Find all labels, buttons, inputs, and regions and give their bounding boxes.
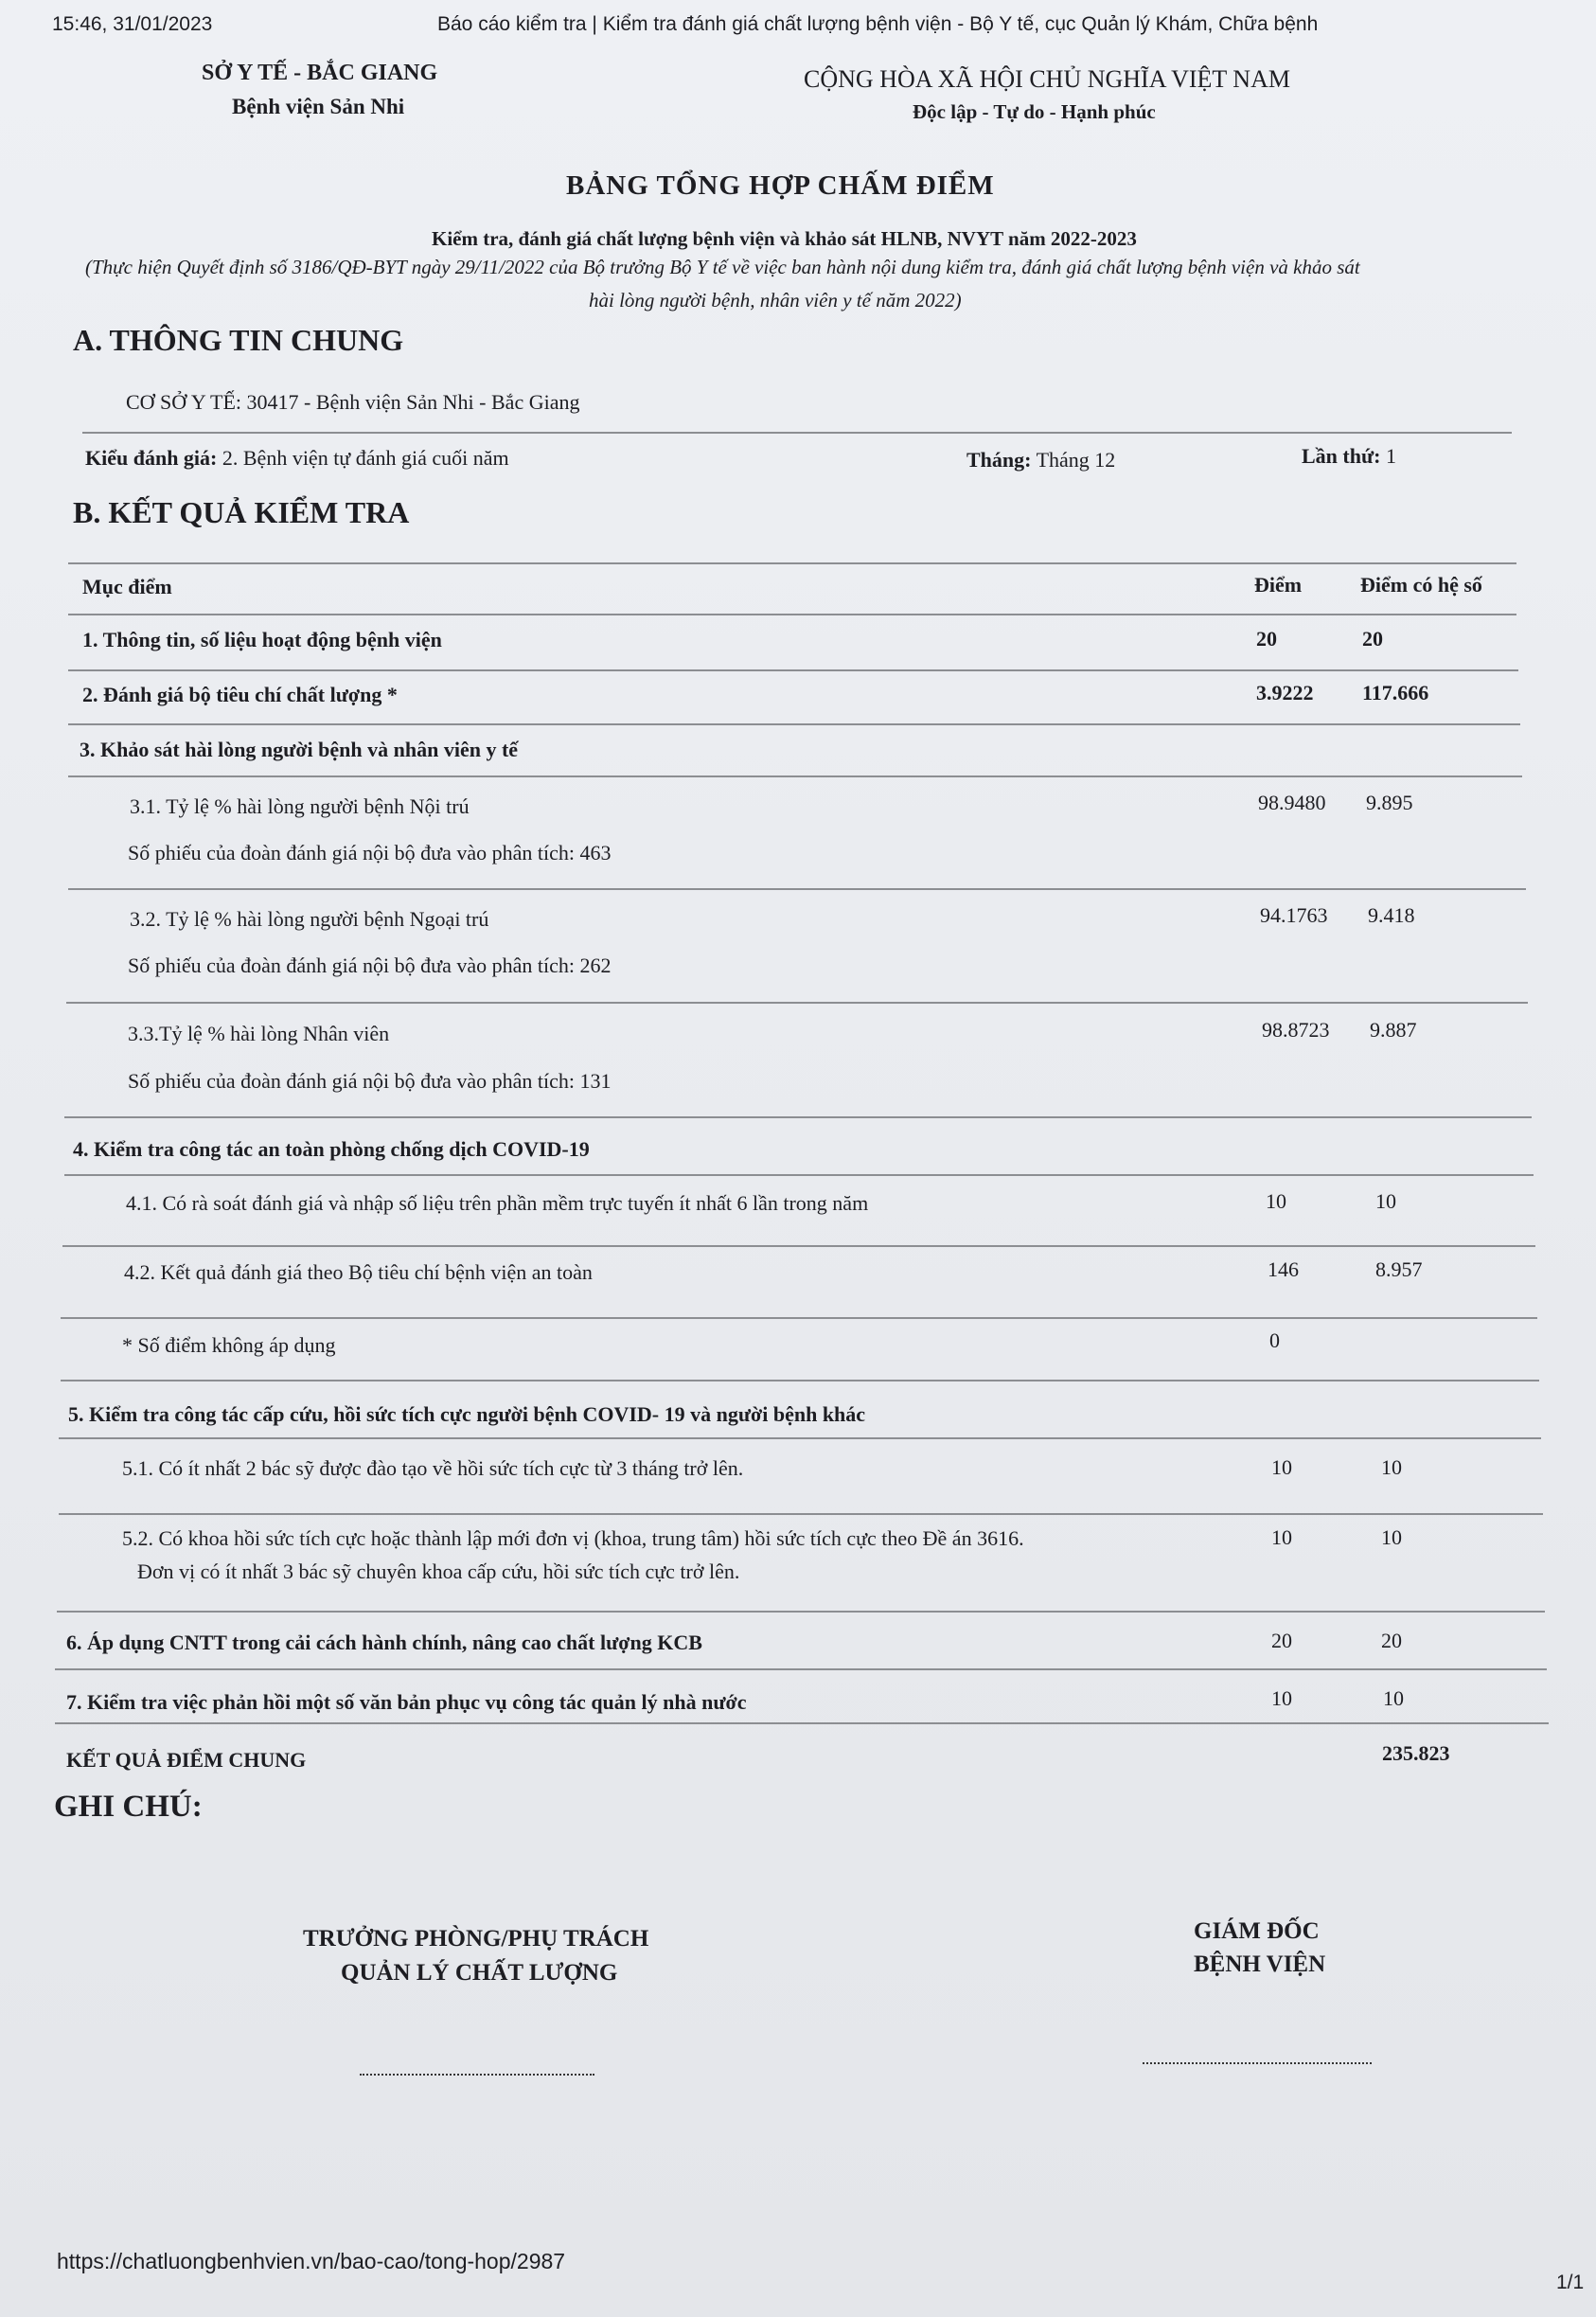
divider — [82, 432, 1512, 434]
total-weighted-score: 235.823 — [1382, 1741, 1450, 1765]
month-info — [966, 448, 1115, 472]
month-value: Tháng 12 — [1036, 448, 1116, 472]
table-top-border — [68, 562, 1516, 564]
col-header-score: Điểm — [1254, 573, 1303, 597]
table-row-label: 3. Khảo sát hài lòng người bệnh và nhân viên y tế — [80, 738, 519, 761]
table-row-score: 0 — [1269, 1328, 1280, 1352]
table-row-weighted: 10 — [1375, 1189, 1396, 1213]
col-header-item: Mục điểm — [82, 575, 172, 598]
signature-right-title-line1: GIÁM ĐỐC — [1194, 1918, 1320, 1944]
table-row-label: 5.2. Có khoa hồi sức tích cực hoặc thành lập mới đơn vị (khoa, trung tâm) hồi sức tích cực theo Đề án 3616. — [122, 1526, 1024, 1550]
divider — [68, 614, 1516, 615]
divider — [62, 1245, 1535, 1247]
total-label: KẾT QUẢ ĐIỂM CHUNG — [66, 1748, 307, 1772]
table-row-label: 5.1. Có ít nhất 2 bác sỹ được đào tạo về hồi sức tích cực từ 3 tháng trở lên. — [122, 1456, 744, 1480]
signature-left-title-line1: TRƯỞNG PHÒNG/PHỤ TRÁCH — [303, 1926, 649, 1952]
table-row-label: 1. Thông tin, số liệu hoạt động bệnh viện — [82, 628, 442, 651]
print-page-number: 1/1 — [1556, 2272, 1585, 2293]
evaluation-type-value: 2. Bệnh viện tự đánh giá cuối năm — [222, 446, 509, 470]
table-row-score: 98.9480 — [1258, 791, 1326, 814]
table-row-weighted: 9.887 — [1370, 1018, 1417, 1042]
table-row-weighted: 8.957 — [1375, 1257, 1423, 1281]
document-title: BẢNG TỔNG HỢP CHẤM ĐIỂM — [566, 170, 995, 201]
national-motto: Độc lập - Tự do - Hạnh phúc — [913, 100, 1156, 123]
divider — [57, 1611, 1545, 1613]
evaluation-type-label: Kiểu đánh giá: — [85, 446, 218, 470]
divider — [68, 888, 1526, 890]
divider — [59, 1513, 1543, 1515]
table-row-label: 3.1. Tỷ lệ % hài lòng người bệnh Nội trú — [130, 794, 470, 818]
table-row-score: 20 — [1271, 1629, 1292, 1652]
evaluation-type — [85, 446, 509, 471]
table-row-label: 6. Áp dụng CNTT trong cải cách hành chính, nâng cao chất lượng KCB — [66, 1631, 702, 1654]
department-name: SỞ Y TẾ - BẮC GIANG — [202, 61, 438, 85]
table-row-note: Số phiếu của đoàn đánh giá nội bộ đưa vào phân tích: 262 — [128, 954, 612, 977]
document-subtitle: Kiểm tra, đánh giá chất lượng bệnh viện và khảo sát HLNB, NVYT năm 2022-2023 — [432, 227, 1137, 250]
hospital-name: Bệnh viện Sản Nhi — [232, 95, 405, 118]
table-row-label: 3.3.Tỷ lệ % hài lòng Nhân viên — [128, 1022, 390, 1045]
table-row-weighted: 10 — [1381, 1455, 1402, 1479]
document-note-line1: (Thực hiện Quyết định số 3186/QĐ-BYT ngày 29/11/2022 của Bộ trưởng Bộ Y tế về việc ban hành nội dung kiểm tra, đánh giá chất lượng bệnh viện và khảo sát — [85, 256, 1360, 278]
table-row-note: Số phiếu của đoàn đánh giá nội bộ đưa vào phân tích: 463 — [128, 841, 612, 864]
signature-left-title-line2: QUẢN LÝ CHẤT LƯỢNG — [341, 1960, 618, 1986]
table-row-score: 10 — [1266, 1189, 1286, 1213]
signature-right-title-line2: BỆNH VIỆN — [1194, 1952, 1326, 1977]
facility-info: CƠ SỞ Y TẾ: 30417 - Bệnh viện Sản Nhi - Bắc Giang — [126, 390, 580, 414]
table-row-weighted: 9.418 — [1368, 903, 1415, 927]
table-row-label: 3.2. Tỷ lệ % hài lòng người bệnh Ngoại trú — [130, 907, 489, 931]
times-label: Lần thứ: — [1302, 444, 1381, 468]
table-row-weighted: 20 — [1381, 1629, 1402, 1652]
table-row-label: 4. Kiểm tra công tác an toàn phòng chống dịch COVID-19 — [73, 1137, 590, 1161]
signature-left-line — [360, 2074, 594, 2076]
table-row-weighted: 10 — [1383, 1686, 1404, 1710]
table-row-note: Số phiếu của đoàn đánh giá nội bộ đưa vào phân tích: 131 — [128, 1069, 612, 1093]
table-row-score: 20 — [1256, 627, 1277, 651]
print-page-title: Báo cáo kiểm tra | Kiểm tra đánh giá chất lượng bệnh viện - Bộ Y tế, cục Quản lý Khám, Chữa bệnh — [437, 13, 1319, 35]
table-row-label-continued: Đơn vị có ít nhất 3 bác sỹ chuyên khoa cấp cứu, hồi sức tích cực trở lên. — [137, 1560, 740, 1583]
print-footer-url: https://chatluongbenhvien.vn/bao-cao/tong-hop/2987 — [57, 2249, 566, 2273]
divider — [64, 1174, 1534, 1176]
table-row-weighted: 117.666 — [1362, 681, 1429, 704]
table-row-score: 10 — [1271, 1686, 1292, 1710]
table-row-score: 98.8723 — [1262, 1018, 1330, 1042]
times-info — [1302, 444, 1396, 469]
divider — [61, 1380, 1539, 1381]
table-row-label: 7. Kiểm tra việc phản hồi một số văn bản phục vụ công tác quản lý nhà nước — [66, 1690, 747, 1714]
times-value: 1 — [1386, 444, 1396, 468]
table-row-weighted: 10 — [1381, 1525, 1402, 1549]
table-row-label: * Số điểm không áp dụng — [122, 1333, 336, 1357]
print-datetime: 15:46, 31/01/2023 — [52, 13, 213, 35]
divider — [55, 1722, 1549, 1724]
divider — [55, 1668, 1547, 1670]
table-row-label: 2. Đánh giá bộ tiêu chí chất lượng * — [82, 683, 398, 706]
divider — [61, 1317, 1537, 1319]
section-b-heading: B. KẾT QUẢ KIỂM TRA — [73, 495, 410, 529]
month-label: Tháng: — [966, 448, 1032, 472]
section-a-heading: A. THÔNG TIN CHUNG — [73, 323, 404, 357]
divider — [68, 775, 1522, 777]
divider — [66, 1002, 1528, 1004]
table-row-label: 4.2. Kết quả đánh giá theo Bộ tiêu chí bệnh viện an toàn — [124, 1260, 593, 1284]
nation-name: CỘNG HÒA XÃ HỘI CHỦ NGHĨA VIỆT NAM — [804, 65, 1290, 93]
table-row-score: 146 — [1268, 1257, 1299, 1281]
table-row-score: 94.1763 — [1260, 903, 1328, 927]
table-row-label: 5. Kiểm tra công tác cấp cứu, hồi sức tích cực người bệnh COVID- 19 và người bệnh khác — [68, 1402, 866, 1426]
table-row-label: 4.1. Có rà soát đánh giá và nhập số liệu trên phần mềm trực tuyến ít nhất 6 lần trong năm — [126, 1191, 869, 1215]
table-row-score: 10 — [1271, 1455, 1292, 1479]
col-header-weighted: Điểm có hệ số — [1360, 573, 1482, 597]
notes-heading: GHI CHÚ: — [54, 1790, 203, 1824]
divider — [59, 1437, 1541, 1439]
divider — [68, 723, 1520, 725]
table-row-weighted: 9.895 — [1366, 791, 1413, 814]
signature-right-line — [1143, 2062, 1372, 2064]
divider — [68, 669, 1518, 671]
table-row-score: 10 — [1271, 1525, 1292, 1549]
document-note-line2: hài lòng người bệnh, nhân viên y tế năm 2022) — [589, 289, 962, 312]
table-row-weighted: 20 — [1362, 627, 1383, 651]
divider — [64, 1116, 1532, 1118]
table-row-score: 3.9222 — [1256, 681, 1314, 704]
